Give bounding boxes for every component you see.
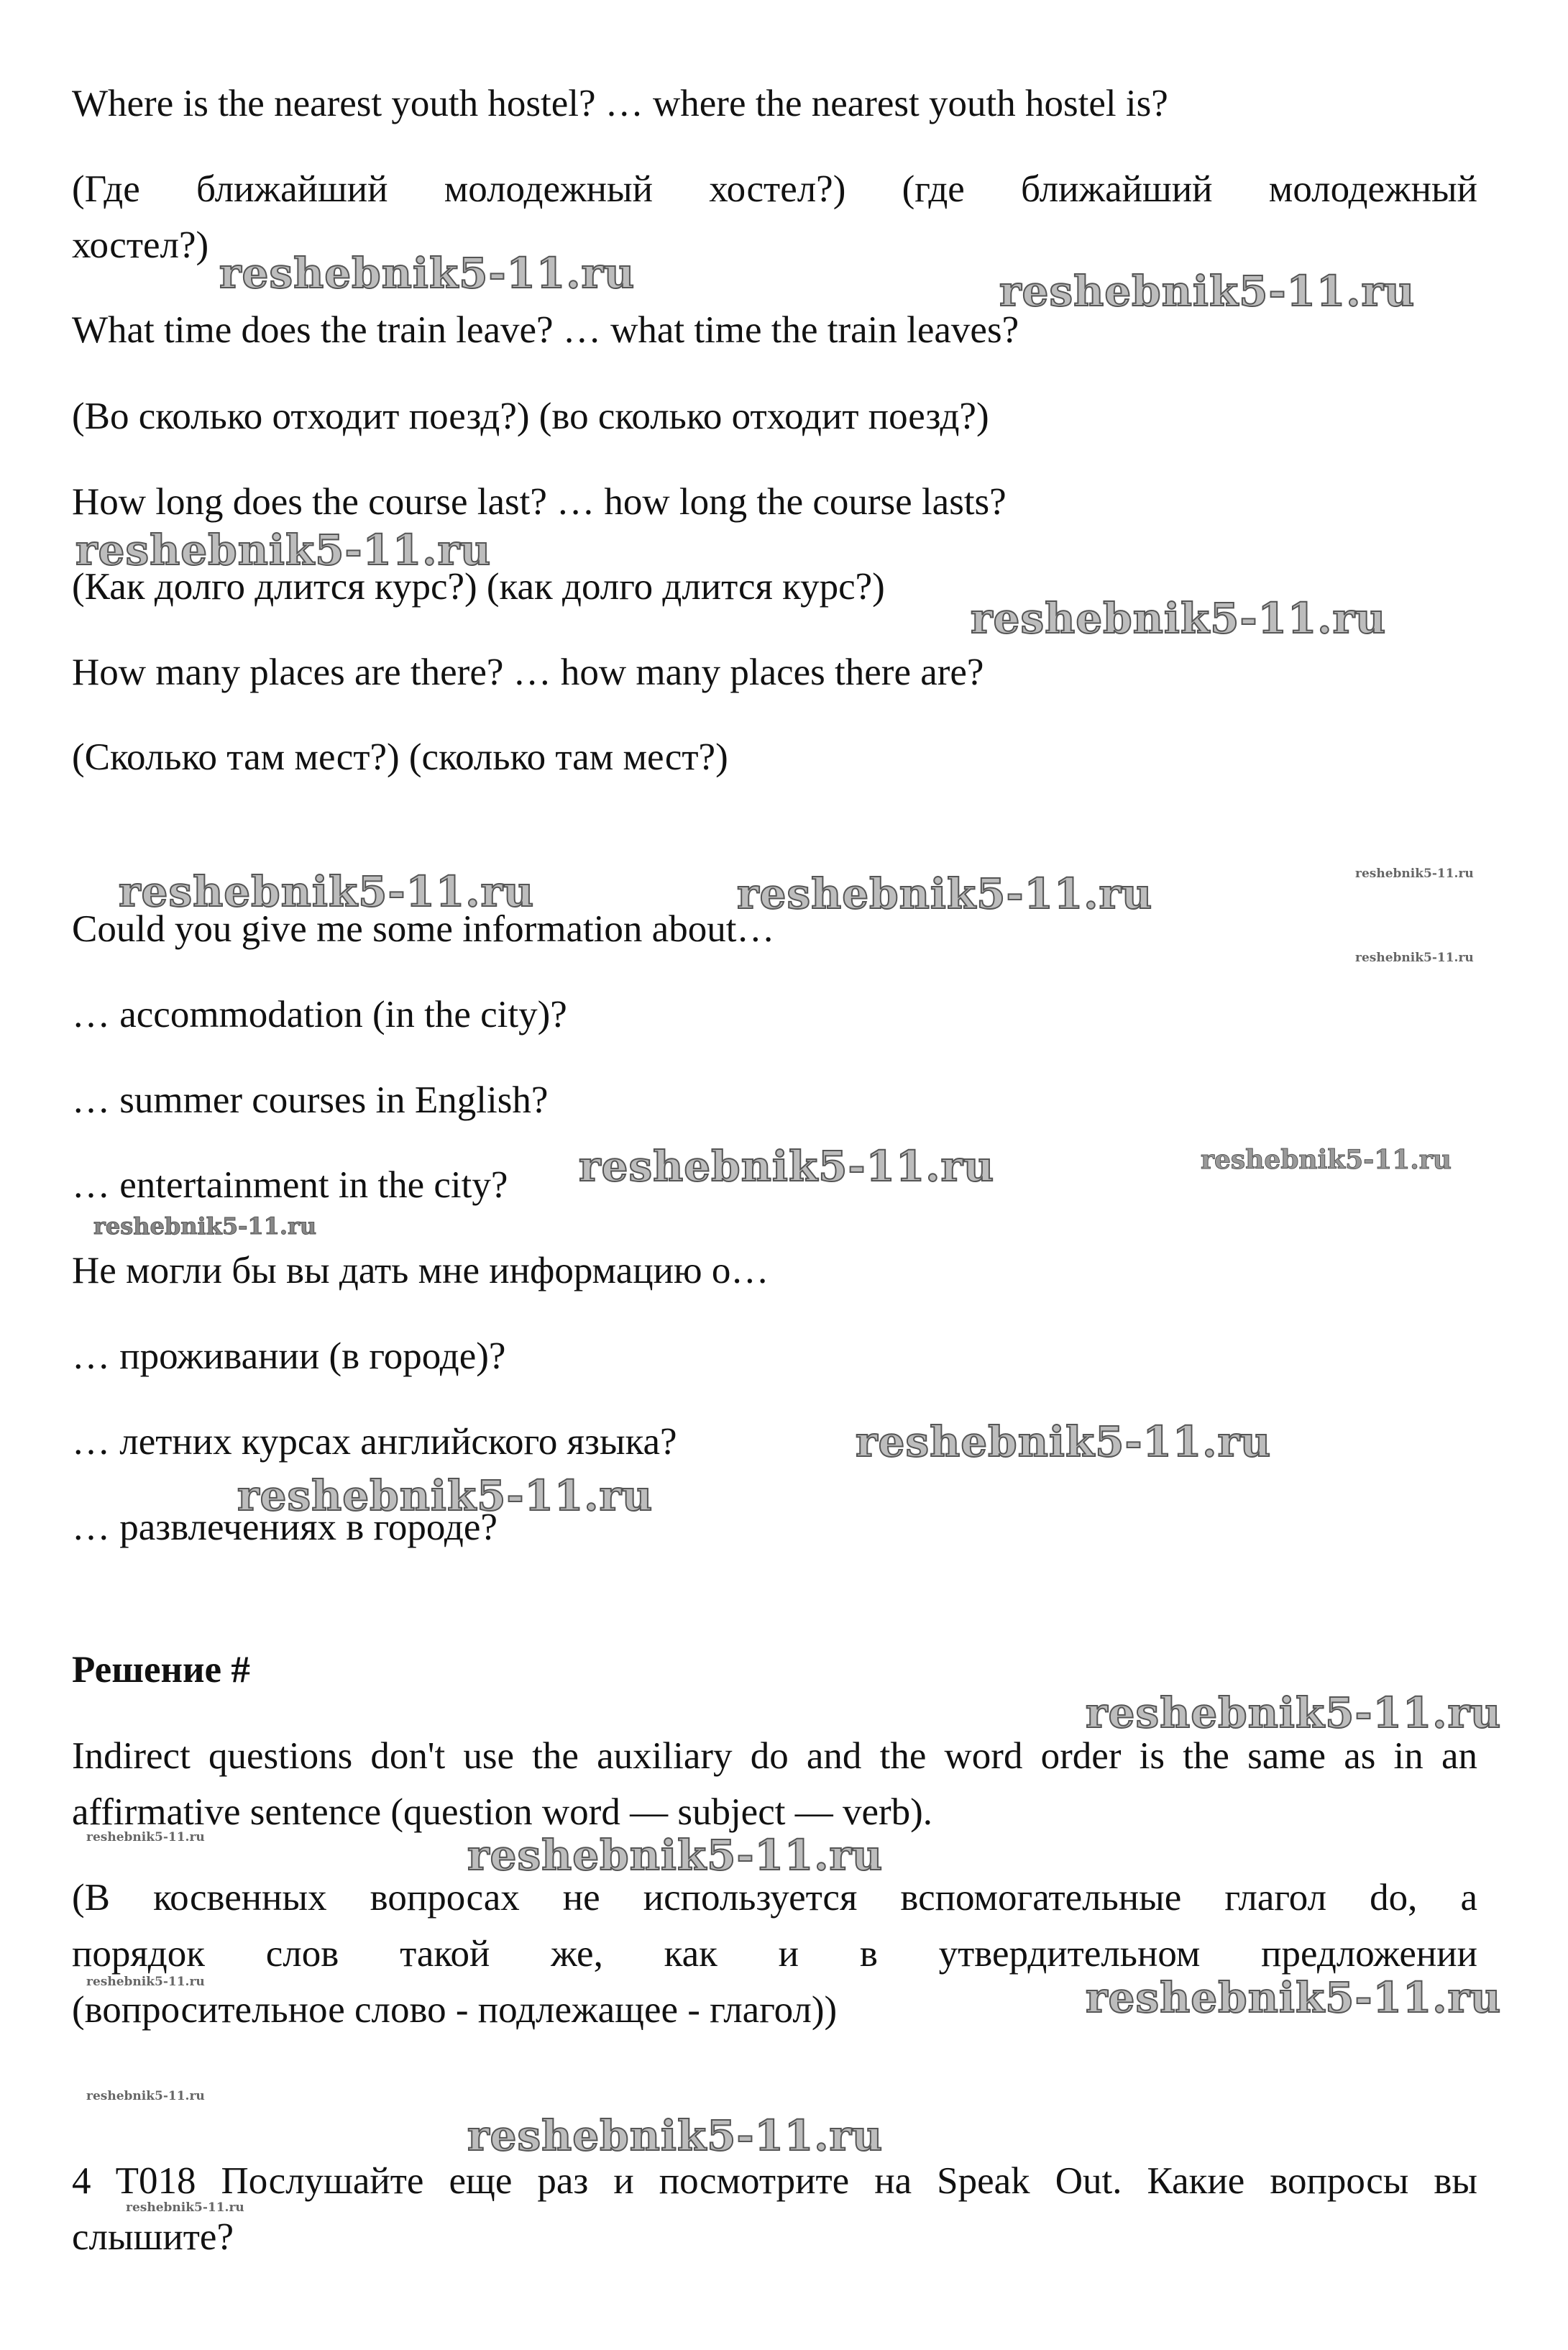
watermark: reshebnik5-11.ru <box>579 1142 995 1191</box>
watermark: reshebnik5-11.ru <box>467 2111 884 2160</box>
text-line-22: порядок слов такой же, как и в утвердительном предложении <box>72 1933 1477 1975</box>
watermark: reshebnik5-11.ru <box>219 249 636 298</box>
text-line-9: (Сколько там мест?) (сколько там мест?) <box>72 736 728 778</box>
watermark: reshebnik5-11.ru <box>86 1975 205 1989</box>
solution-heading: Решение # <box>72 1649 250 1691</box>
text-line-2: (Где ближайший молодежный хостел?) (где ближайший молодежный <box>72 168 1477 210</box>
text-line-12: … summer courses in English? <box>72 1079 549 1121</box>
watermark: reshebnik5-11.ru <box>971 594 1387 643</box>
watermark: reshebnik5-11.ru <box>237 1471 654 1520</box>
text-line-7: (Как долго длится курс?) (как долго длится курс?) <box>72 566 885 608</box>
text-line-16: … летних курсах английского языка? <box>72 1421 677 1463</box>
watermark: reshebnik5-11.ru <box>93 1212 317 1240</box>
watermark: reshebnik5-11.ru <box>1086 1973 1502 2022</box>
text-line-4: What time does the train leave? … what time the train leaves? <box>72 309 1019 351</box>
text-line-20: affirmative sentence (question word — subject — verb). <box>72 1791 933 1833</box>
watermark: reshebnik5-11.ru <box>86 2089 205 2103</box>
watermark: reshebnik5-11.ru <box>126 2200 244 2215</box>
text-line-19: Indirect questions don't use the auxiliary do and the word order is the same as in an <box>72 1735 1477 1777</box>
text-line-14: Не могли бы вы дать мне информацию о… <box>72 1250 769 1291</box>
watermark: reshebnik5-11.ru <box>467 1831 884 1880</box>
watermark: reshebnik5-11.ru <box>1355 867 1474 881</box>
watermark: reshebnik5-11.ru <box>856 1417 1272 1466</box>
text-line-3: хостел?) <box>72 224 209 266</box>
watermark: reshebnik5-11.ru <box>1355 951 1474 965</box>
text-line-24: 4 T018 Послушайте еще раз и посмотрите на Speak Out. Какие вопросы вы <box>72 2160 1477 2202</box>
watermark: reshebnik5-11.ru <box>999 267 1416 316</box>
watermark: reshebnik5-11.ru <box>75 526 492 575</box>
text-line-23: (вопросительное слово - подлежащее - глагол)) <box>72 1989 838 2031</box>
text-line-17: … развлечениях в городе? <box>72 1507 498 1548</box>
text-line-8: How many places are there? … how many places there are? <box>72 651 984 693</box>
text-line-13: … entertainment in the city? <box>72 1164 508 1206</box>
text-line-21: (В косвенных вопросах не используется вспомогательные глагол do, а <box>72 1877 1477 1919</box>
watermark: reshebnik5-11.ru <box>1201 1145 1452 1175</box>
text-line-11: … accommodation (in the city)? <box>72 994 567 1035</box>
watermark: reshebnik5-11.ru <box>119 867 535 916</box>
text-line-5: (Во сколько отходит поезд?) (во сколько отходит поезд?) <box>72 396 989 437</box>
text-line-15: … проживании (в городе)? <box>72 1335 506 1377</box>
text-line-25: слышите? <box>72 2216 234 2258</box>
text-line-10: Could you give me some information about… <box>72 908 775 950</box>
watermark: reshebnik5-11.ru <box>86 1830 205 1844</box>
text-line-1: Where is the nearest youth hostel? … where the nearest youth hostel is? <box>72 83 1168 124</box>
watermark: reshebnik5-11.ru <box>737 869 1153 918</box>
watermark: reshebnik5-11.ru <box>1086 1688 1502 1737</box>
text-line-6: How long does the course last? … how long the course lasts? <box>72 481 1007 523</box>
